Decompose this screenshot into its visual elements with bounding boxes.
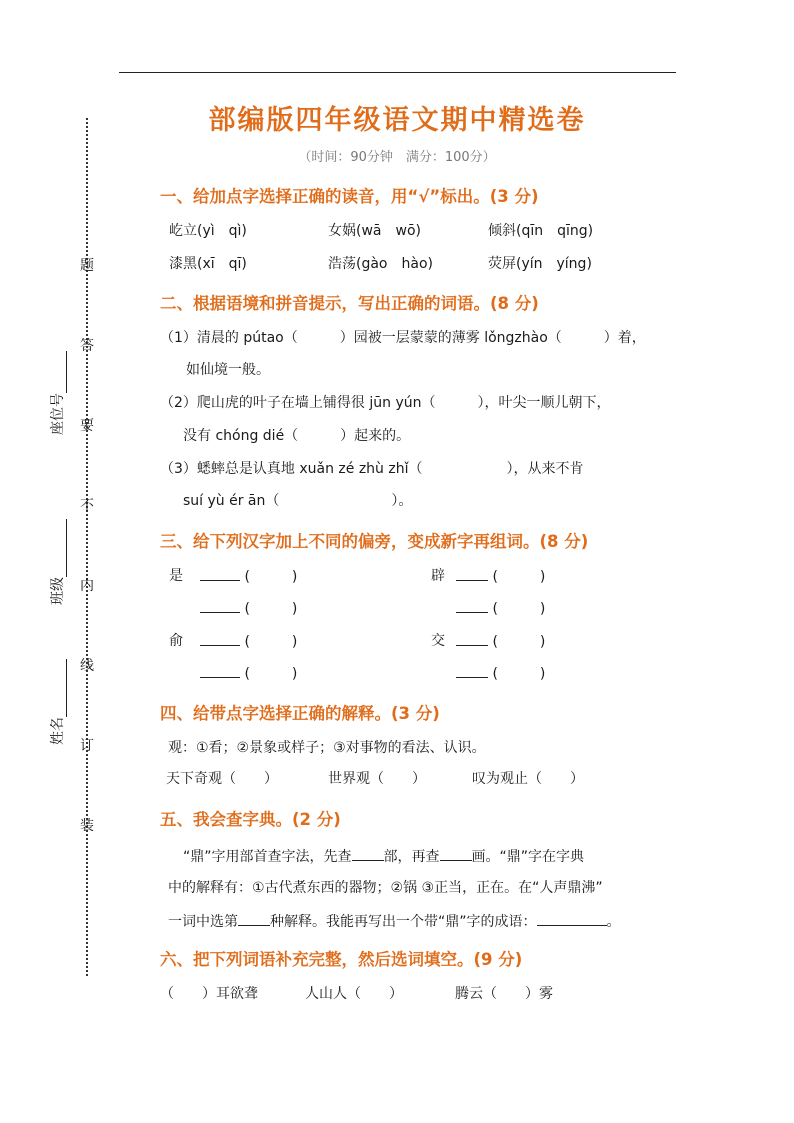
notice-char-7: 订: [80, 738, 94, 754]
notice-char-6: 线: [80, 658, 94, 674]
s4-definition: 观：①看；②景象或样子；③对事物的看法、认识。: [168, 740, 486, 756]
s3-char: 是: [169, 568, 183, 584]
name-field[interactable]: [47, 655, 67, 745]
s3-blank[interactable]: [456, 597, 488, 613]
s3-blank[interactable]: [200, 662, 240, 678]
s4-word[interactable]: 叹为观止（ ）: [472, 771, 584, 787]
notice-char-2: 答: [80, 338, 94, 354]
s5-line1-part2: 部，再查: [383, 849, 440, 865]
s3-char: 辟: [431, 568, 445, 584]
name-label: 姓名: [50, 717, 66, 745]
s5-line2: 中的解释有：①古代煮东西的器物；②锅 ③正当，正在。在“人声鼎沸”: [168, 880, 603, 896]
s3-blank[interactable]: [456, 662, 488, 678]
s3-paren[interactable]: ( ): [492, 601, 546, 617]
s2-q3-line1[interactable]: （3）蟋蟀总是认真地 xuǎn zé zhù zhǐ（ ），从来不肯: [160, 461, 584, 477]
s3-row[interactable]: [200, 597, 297, 618]
s5-line1-part1: “鼎”字用部首查字法，先查: [183, 849, 352, 865]
s2-q3-line2[interactable]: suí yù ér ān（ ）。: [183, 493, 413, 509]
s3-paren[interactable]: ( ): [244, 666, 298, 682]
s5-strokes-blank[interactable]: [440, 845, 472, 861]
s3-blank[interactable]: [456, 630, 488, 646]
s6-word[interactable]: 人山人（ ）: [305, 986, 403, 1002]
notice-char-5: 内: [80, 578, 94, 594]
s3-paren[interactable]: ( ): [492, 634, 546, 650]
notice-char-8: 装: [80, 818, 94, 834]
s3-row[interactable]: [456, 597, 545, 618]
s5-radical-blank[interactable]: [352, 845, 384, 861]
s1-item[interactable]: 浩荡(gào hào): [328, 256, 433, 272]
binding-dotted-line: [86, 118, 88, 976]
s2-q1-line1[interactable]: （1）清晨的 pútao（ ）园被一层蒙蒙的薄雾 lǒngzhào（ ）着，: [160, 330, 646, 346]
s5-line3: [168, 910, 621, 931]
s5-line3-part1: 一词中选第: [168, 914, 238, 930]
s6-word[interactable]: （ ）耳欲聋: [160, 986, 258, 1002]
s3-paren[interactable]: ( ): [492, 569, 546, 585]
s3-char: 俞: [169, 633, 183, 649]
s1-item[interactable]: 女娲(wā wō): [328, 223, 421, 239]
s3-row[interactable]: [200, 565, 297, 586]
seat-field[interactable]: [47, 345, 67, 435]
section3-heading: 三、给下列汉字加上不同的偏旁，变成新字再组词。(8 分): [160, 532, 589, 551]
s1-item[interactable]: 漆黑(xī qī): [169, 256, 247, 272]
s5-line1: [183, 845, 584, 866]
section1-heading: 一、给加点字选择正确的读音，用“√”标出。(3 分): [160, 187, 539, 206]
s3-blank[interactable]: [200, 597, 240, 613]
s3-paren[interactable]: ( ): [244, 601, 298, 617]
section6-heading: 六、把下列词语补充完整，然后选词填空。(9 分): [160, 950, 523, 969]
notice-char-4: 不: [80, 498, 94, 514]
section2-heading: 二、根据语境和拼音提示，写出正确的词语。(8 分): [160, 294, 539, 313]
page-title: 部编版四年级语文期中精选卷: [208, 105, 586, 136]
s3-blank[interactable]: [456, 565, 488, 581]
page-subtitle: （时间：90分钟 满分：100分）: [298, 150, 496, 165]
s5-line1-part3: 画。“鼎”字在字典: [471, 849, 585, 865]
s5-line3-part2: 种解释。我能再写出一个带“鼎”字的成语：: [270, 914, 537, 930]
s3-row[interactable]: [456, 630, 545, 651]
notice-char-3: 要: [80, 418, 94, 434]
class-blank[interactable]: [50, 519, 67, 577]
s3-paren[interactable]: ( ): [492, 666, 546, 682]
s3-blank[interactable]: [200, 565, 240, 581]
notice-char-1: 题: [80, 258, 94, 274]
s3-row[interactable]: [200, 662, 297, 683]
seat-blank[interactable]: [50, 351, 67, 393]
s6-word[interactable]: 腾云（ ）雾: [455, 986, 553, 1002]
seat-label: 座位号: [50, 393, 66, 435]
s5-meaning-blank[interactable]: [238, 910, 270, 926]
s3-paren[interactable]: ( ): [244, 569, 298, 585]
section4-heading: 四、给带点字选择正确的解释。(3 分): [160, 704, 440, 723]
s3-char: 交: [431, 633, 445, 649]
s3-row[interactable]: [456, 565, 545, 586]
s5-line3-part3: 。: [606, 914, 621, 930]
name-blank[interactable]: [50, 659, 67, 717]
s2-q2-line2[interactable]: 没有 chóng dié（ ）起来的。: [183, 428, 411, 444]
s1-item[interactable]: 屹立(yì qì): [169, 223, 247, 239]
class-label: 班级: [50, 577, 66, 605]
s4-word[interactable]: 天下奇观（ ）: [166, 771, 278, 787]
s3-row[interactable]: [456, 662, 545, 683]
s1-item[interactable]: 荧屏(yín yíng): [488, 256, 592, 272]
section5-heading: 五、我会查字典。(2 分): [160, 810, 341, 829]
s3-row[interactable]: [200, 630, 297, 651]
s3-paren[interactable]: ( ): [244, 634, 298, 650]
s5-idiom-blank[interactable]: [537, 910, 607, 926]
s3-blank[interactable]: [200, 630, 240, 646]
s4-word[interactable]: 世界观（ ）: [328, 771, 426, 787]
s2-q2-line1[interactable]: （2）爬山虎的叶子在墙上铺得很 jūn yún（ ），叶尖一顺儿朝下，: [160, 395, 611, 411]
s1-item[interactable]: 倾斜(qīn qīng): [488, 223, 594, 239]
class-field[interactable]: [47, 515, 67, 605]
top-rule: [119, 72, 676, 73]
s2-q1-line2: 如仙境一般。: [186, 362, 270, 378]
